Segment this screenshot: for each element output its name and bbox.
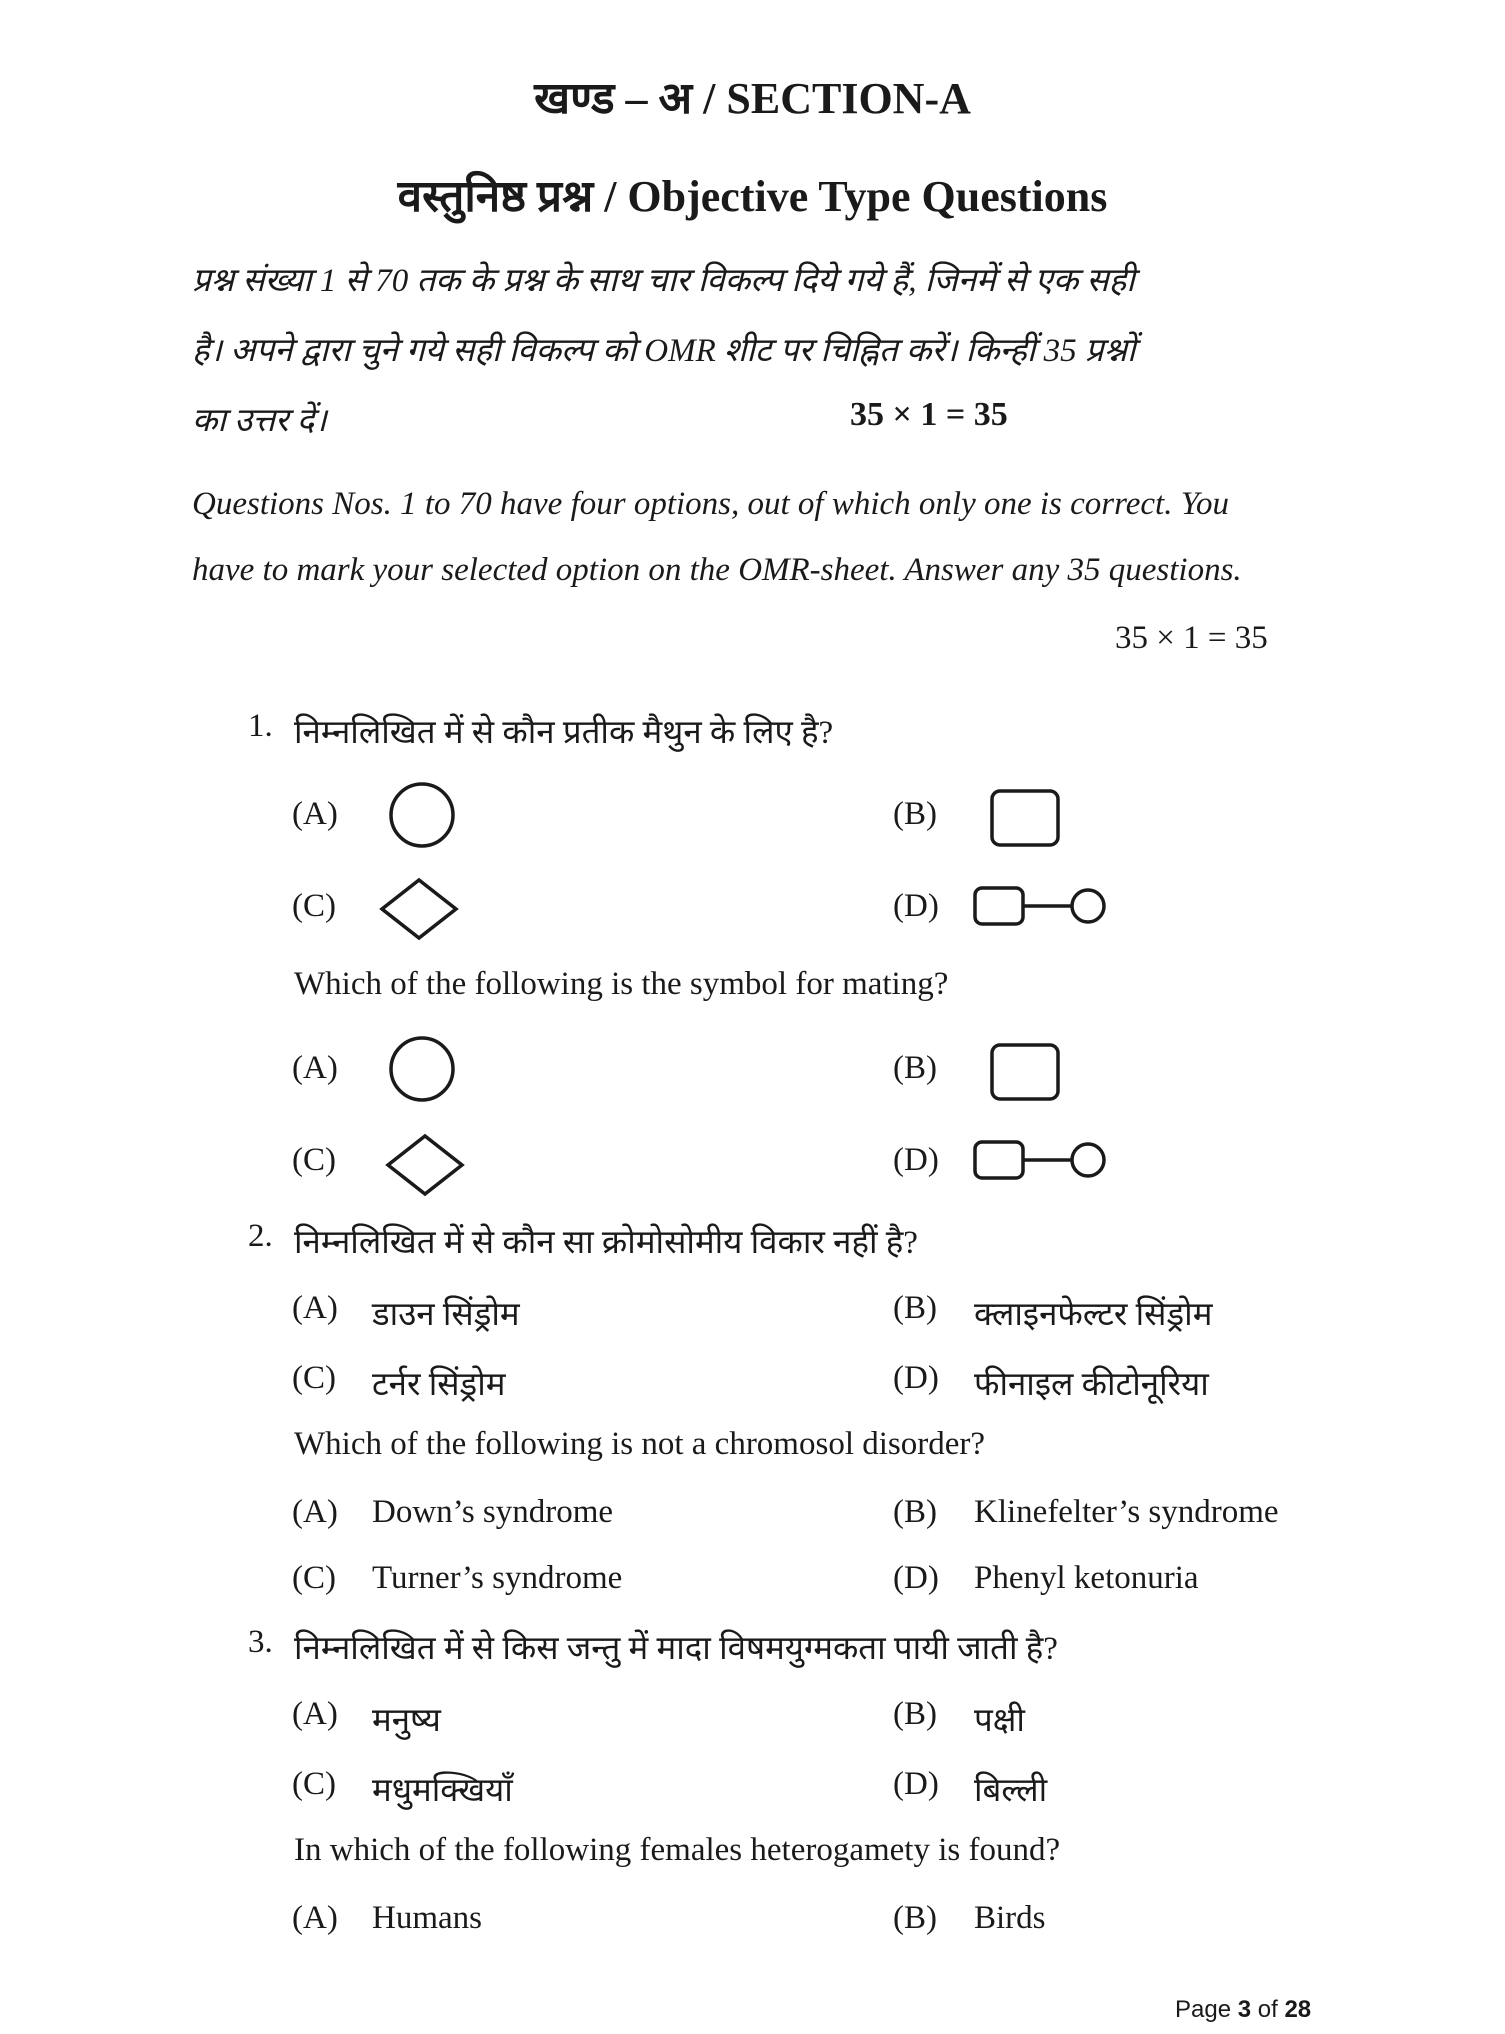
q2-english-option-a-label: (A) <box>292 1494 338 1530</box>
q2-hindi-option-b-text: क्लाइनफेल्टर सिंड्रोम <box>974 1297 1213 1333</box>
circle-icon <box>386 1033 458 1105</box>
q2-english-option-d-label: (D) <box>893 1560 939 1596</box>
q1-hindi-option-b-label: (B) <box>893 796 937 832</box>
q2-english-option-c-text: Turner’s syndrome <box>372 1560 623 1596</box>
q3-hindi-option-a-label: (A) <box>292 1696 338 1732</box>
q2-hindi-option-c-label: (C) <box>292 1360 336 1396</box>
q1-english-option-a-label: (A) <box>292 1050 338 1086</box>
page-subtitle: वस्तुनिष्ठ प्रश्न / Objective Type Questions <box>397 172 1108 221</box>
q2-hindi-option-a-text: डाउन सिंड्रोम <box>372 1297 520 1333</box>
question-2-hindi-text: निम्नलिखित में से कौन सा क्रोमोसोमीय विकार नहीं है? <box>294 1225 918 1261</box>
square-icon <box>989 1042 1061 1102</box>
square-line-circle-icon <box>972 884 1112 928</box>
page-total: 28 <box>1284 1996 1312 2023</box>
q1-hindi-option-d-label: (D) <box>893 888 939 924</box>
q3-hindi-option-d-text: बिल्ली <box>974 1773 1048 1809</box>
q2-hindi-option-a-label: (A) <box>292 1290 338 1326</box>
q3-hindi-option-b-label: (B) <box>893 1696 937 1732</box>
q2-english-option-c-label: (C) <box>292 1560 336 1596</box>
q2-hindi-option-b-label: (B) <box>893 1290 937 1326</box>
q2-english-option-a-text: Down’s syndrome <box>372 1494 614 1530</box>
section-title: खण्ड – अ / SECTION-A <box>534 74 971 123</box>
q3-hindi-option-d-label: (D) <box>893 1766 939 1802</box>
q3-english-option-a-text: Humans <box>372 1900 482 1936</box>
q3-hindi-option-a-text: मनुष्य <box>372 1703 441 1739</box>
circle-icon <box>386 779 458 851</box>
page-number <box>1175 1996 1311 2024</box>
question-3-english-text: In which of the following females heterogamety is found? <box>294 1832 1061 1868</box>
q2-english-option-d-text: Phenyl ketonuria <box>974 1560 1199 1596</box>
diamond-icon <box>384 1132 466 1198</box>
q1-hindi-option-c-label: (C) <box>292 888 336 924</box>
q1-english-option-b-label: (B) <box>893 1050 937 1086</box>
question-2-english-text: Which of the following is not a chromosol disorder? <box>294 1426 986 1462</box>
english-marks: 35 × 1 = 35 <box>1115 620 1268 656</box>
hindi-instructions-line-2: है। अपने द्वारा चुने गये सही विकल्प को OMR शीट पर चिह्नित करें। किन्हीं 35 प्रश्नों <box>192 333 1136 369</box>
q2-english-option-b-text: Klinefelter’s syndrome <box>974 1494 1279 1530</box>
english-instructions-line-1: Questions Nos. 1 to 70 have four options, out of which only one is correct. You <box>192 486 1230 522</box>
question-1-english-text: Which of the following is the symbol for mating? <box>294 966 949 1002</box>
q3-english-option-b-text: Birds <box>974 1900 1046 1936</box>
q3-english-option-b-label: (B) <box>893 1900 937 1936</box>
q1-english-option-c-label: (C) <box>292 1142 336 1178</box>
english-instructions-line-2: have to mark your selected option on the OMR-sheet. Answer any 35 questions. <box>192 552 1242 588</box>
q2-hindi-option-d-label: (D) <box>893 1360 939 1396</box>
q2-hindi-option-c-text: टर्नर सिंड्रोम <box>372 1367 506 1403</box>
q2-hindi-option-d-text: फीनाइल कीटोनूरिया <box>974 1367 1209 1403</box>
page-mid: of <box>1251 1996 1285 2023</box>
page-current: 3 <box>1237 1996 1252 2023</box>
hindi-instructions-line-3: का उत्तर दें। <box>192 403 327 439</box>
hindi-instructions-line-1: प्रश्न संख्या 1 से 70 तक के प्रश्न के साथ चार विकल्प दिये गये हैं, जिनमें से एक सही <box>192 263 1135 299</box>
q1-english-option-d-label: (D) <box>893 1142 939 1178</box>
question-1-number: 1. <box>248 708 273 744</box>
question-3-hindi-text: निम्नलिखित में से किस जन्तु में मादा विषमयुग्मकता पायी जाती है? <box>294 1631 1058 1667</box>
page-prefix: Page <box>1175 1996 1238 2023</box>
question-2-number: 2. <box>248 1218 273 1254</box>
q3-hindi-option-b-text: पक्षी <box>974 1703 1025 1739</box>
square-icon <box>989 788 1061 848</box>
q3-hindi-option-c-label: (C) <box>292 1766 336 1802</box>
question-1-hindi-text: निम्नलिखित में से कौन प्रतीक मैथुन के लिए है? <box>294 715 834 751</box>
square-line-circle-icon <box>972 1138 1112 1182</box>
question-3-number: 3. <box>248 1624 273 1660</box>
q3-english-option-a-label: (A) <box>292 1900 338 1936</box>
q3-hindi-option-c-text: मधुमक्खियाँ <box>372 1773 513 1809</box>
q1-hindi-option-a-label: (A) <box>292 796 338 832</box>
q2-english-option-b-label: (B) <box>893 1494 937 1530</box>
diamond-icon <box>378 876 460 942</box>
hindi-marks: 35 × 1 = 35 <box>850 396 1008 433</box>
